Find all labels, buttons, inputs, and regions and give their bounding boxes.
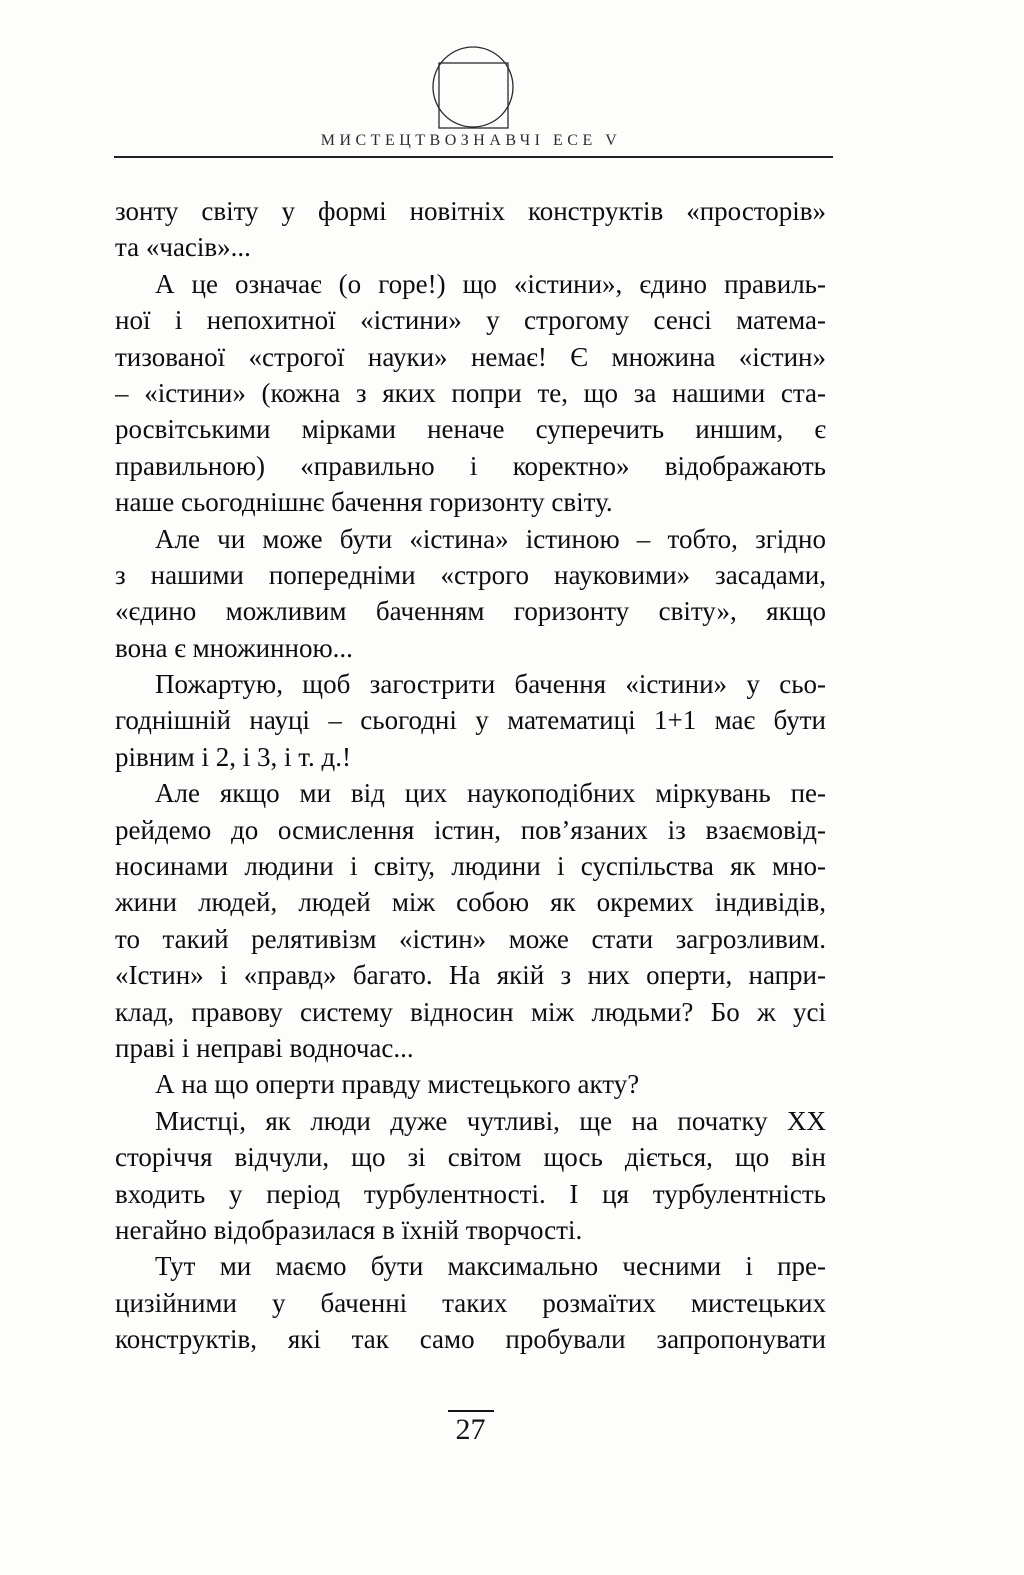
text-line: рейдемо до осмислення істин, пов’язаних із взаємовід- <box>115 814 826 845</box>
text-line: входить у період турбулентності. І ця турбулентність <box>115 1178 826 1209</box>
text-line: «Істин» і «правд» багато. На якій з них оперти, напри- <box>115 960 826 991</box>
header-divider <box>114 156 833 158</box>
text-line: ної і непохитної «істини» у строгому сенсі матема- <box>115 305 826 336</box>
text-line: правильною) «правильно і коректно» відображають <box>115 450 826 481</box>
text-line: «єдино можливим баченням горизонту світу», якщо <box>115 596 826 627</box>
text-line: Тут ми маємо бути максимально чесними і пре- <box>155 1251 826 1282</box>
text-line: сторіччя відчули, що зі світом щось діється, що він <box>115 1142 826 1173</box>
text-line: тизованої «строгої науки» немає! Є множина «істин» <box>115 341 826 372</box>
running-head-title: МИСТЕЦТВОЗНАВЧІ ЕСЕ V <box>320 132 622 149</box>
text-line: Пожартую, щоб загострити бачення «істини» у сьо- <box>155 669 826 700</box>
text-line: росвітськими мірками неначе суперечить иншим, є <box>115 414 826 445</box>
text-line: наше сьогоднішнє бачення горизонту світу. <box>115 487 613 518</box>
circle-square-logo <box>423 42 523 138</box>
page-footer <box>115 1410 826 1446</box>
text-line: носинами людини і світу, людини і суспільства як мно- <box>115 851 826 882</box>
text-line: вона є множинною... <box>115 632 353 663</box>
text-line: рівним і 2, і 3, і т. д.! <box>115 741 351 772</box>
text-line: А на що оперти правду мистецького акту? <box>155 1069 640 1100</box>
text-line: Мистці, як люди дуже чутливі, ще на початку ХХ <box>155 1105 826 1136</box>
text-line: жини людей, людей між собою як окремих індивідів, <box>115 887 826 918</box>
text-line: клад, правову систему відносин між людьми? Бо ж усі <box>115 996 826 1027</box>
text-line: зонту світу у формі новітніх конструктів «просторів» <box>115 196 826 226</box>
body-text <box>115 193 826 1358</box>
text-line: А це означає (о горе!) що «істини», єдино правиль- <box>155 268 826 299</box>
text-line: Але якщо ми від цих наукоподібних міркувань пе- <box>155 778 826 809</box>
page-number: 27 <box>448 1410 494 1446</box>
text-line: цизійними у баченні таких розмаїтих мистецьких <box>115 1287 826 1318</box>
text-line: з нашими попередніми «строго науковими» засадами, <box>115 559 826 590</box>
text-line: годнішній науці – сьогодні у математиці 1+1 має бути <box>115 705 826 736</box>
text-line: то такий релятивізм «істин» може стати загрозливим. <box>115 923 826 954</box>
text-line: та «часів»... <box>115 232 251 263</box>
text-line: праві і неправі водночас... <box>115 1032 414 1063</box>
text-line: Але чи може бути «істина» істиною – тобто, згідно <box>155 523 826 554</box>
text-line: – «істини» (кожна з яких попри те, що за нашими ста- <box>115 377 826 408</box>
text-line: конструктів, які так само пробували запропонувати <box>115 1324 826 1355</box>
text-line: негайно відобразилася в їхній творчості. <box>115 1214 583 1245</box>
